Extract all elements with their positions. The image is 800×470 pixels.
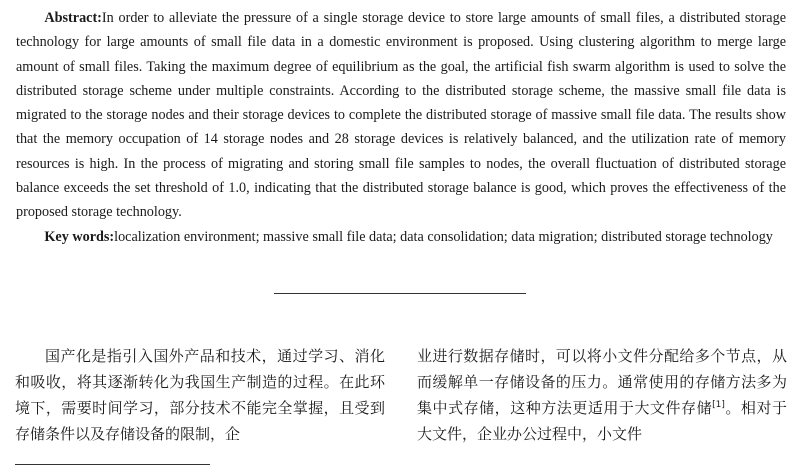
body-right-text-b: 。相对于大文件，企业办公过程中，小文件	[417, 399, 787, 443]
footnote-divider	[15, 464, 210, 465]
section-divider	[274, 293, 526, 294]
body-left-column	[15, 343, 385, 447]
abstract-label: Abstract:	[44, 10, 102, 26]
abstract-text: In order to alleviate the pressure of a single storage device to store large amounts of small files, a distributed storage technology for large amounts of small file data in a domestic environment is proposed. Using clustering algorithm to merge large amount of small files. Taking the maximum degree of equilibrium as the goal, the artificial fish swarm algorithm is used to solve the distributed storage scheme under multiple constraints. According to the distributed storage scheme, the massive small file data is migrated to the storage nodes and their storage devices to complete the distributed storage of massive small file data. The results show that the memory occupation of 14 storage nodes and 28 storage devices is relatively balanced, and the utilization rate of memory resources is high. In the process of migrating and storing small file samples to nodes, the overall fluctuation of distributed storage balance exceeds the set threshold of 1.0, indicating that the distributed storage balance is good, which proves the effectiveness of the proposed storage technology.	[16, 10, 786, 221]
keywords-text: localization environment; massive small file data; data consolidation; data migration; distributed storage technology	[114, 229, 773, 245]
body-left-text: 国产化是指引入国外产品和技术，通过学习、消化和吸收，将其逐渐转化为我国生产制造的过程。在此环境下，需要时间学习，部分技术不能完全掌握，且受到存储条件以及存储设备的限制，企	[15, 347, 385, 443]
body-right-column	[417, 343, 787, 447]
body-right-text-a: 业进行数据存储时，可以将小文件分配给多个节点，从而缓解单一存储设备的压力。通常使用的存储方法多为集中式存储，这种方法更适用于大文件存储	[417, 347, 787, 417]
citation-marker[interactable]: [1]	[712, 400, 725, 410]
keywords-paragraph	[16, 225, 786, 249]
keywords-label: Key words:	[44, 229, 115, 245]
abstract-paragraph	[16, 6, 786, 225]
